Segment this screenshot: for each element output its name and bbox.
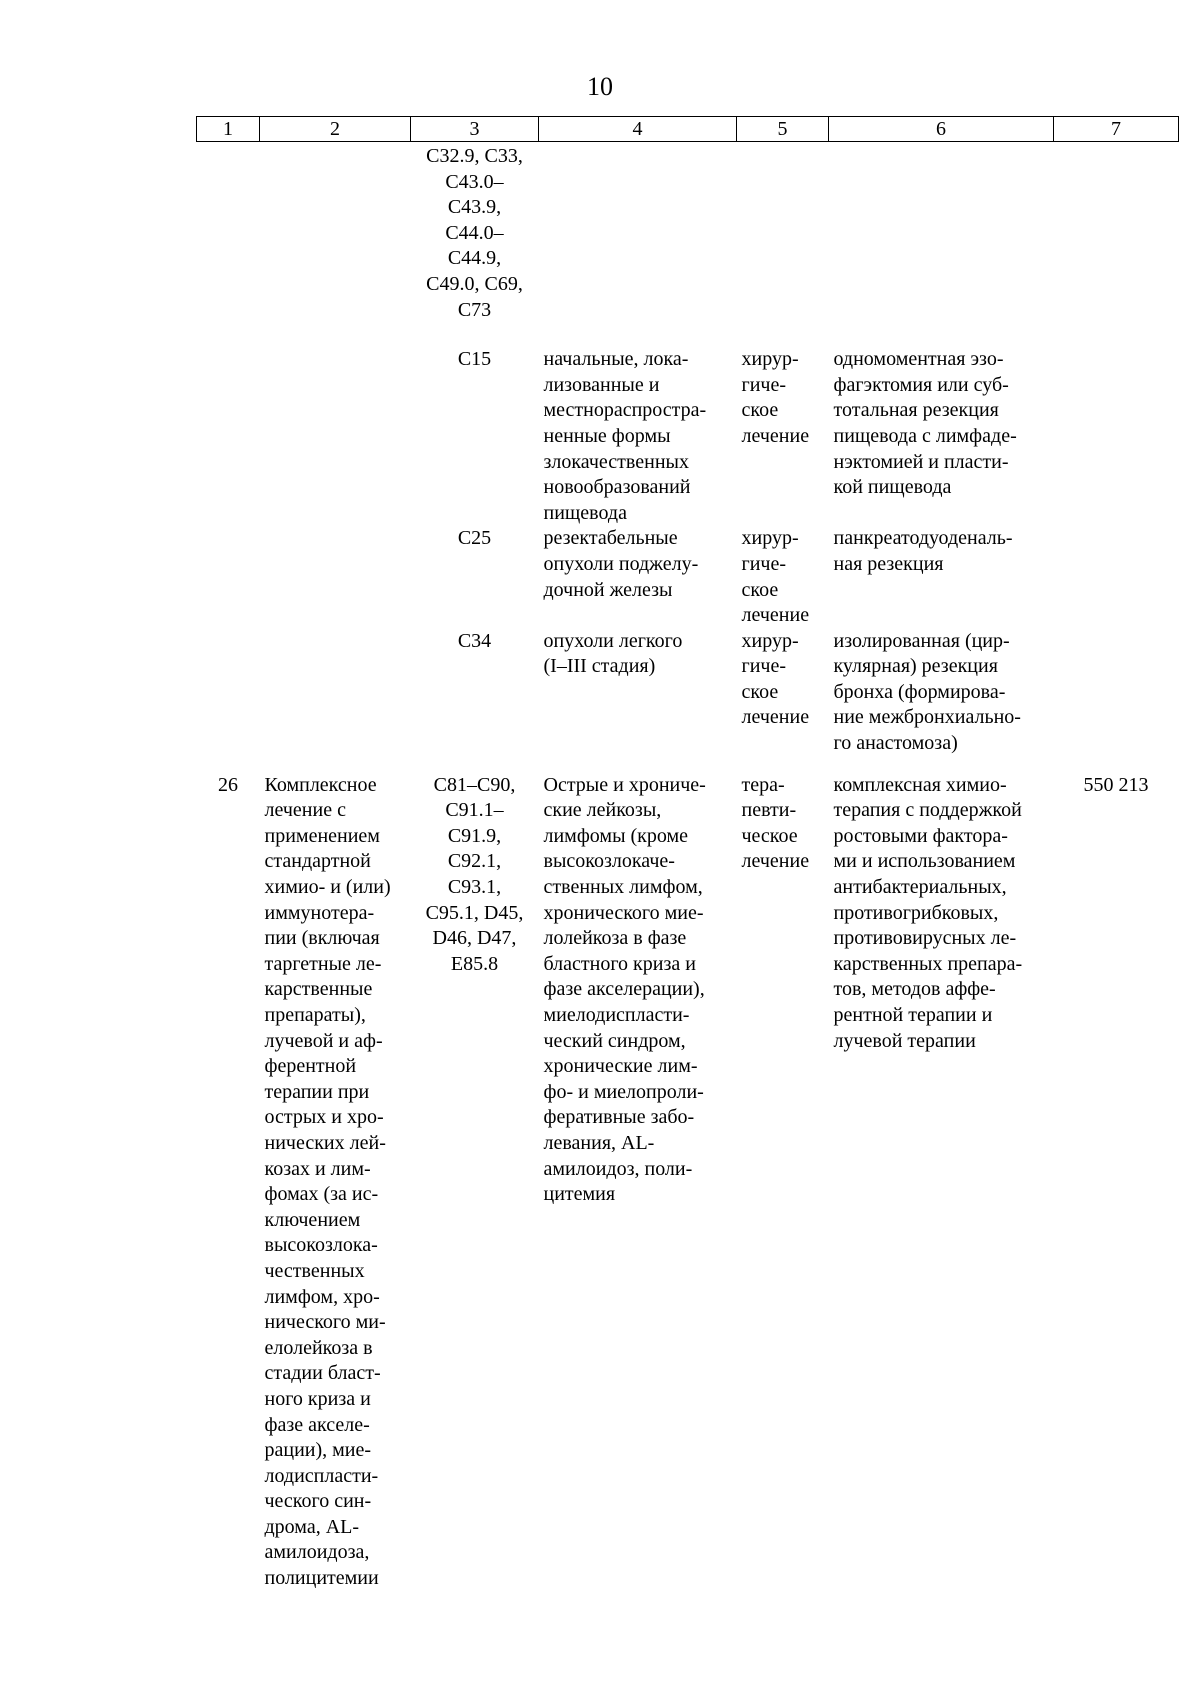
- cost-cell: [1054, 629, 1179, 757]
- page-number: 10: [587, 72, 613, 101]
- medical-care-table: [196, 116, 1179, 1592]
- treatment-method-cell: [829, 142, 1054, 324]
- patient-model-cell: [539, 142, 737, 324]
- column-number-6: 6: [829, 117, 1054, 142]
- cost-cell: [1054, 526, 1179, 628]
- table-row: [197, 757, 1179, 1592]
- treatment-method-cell: панкреатодуоденаль- ная резекция: [833, 527, 1013, 575]
- treatment-method-cell: комплексная химио- терапия с поддержкой ростовыми фактора- ми и использованием антибактериальных, противогрибковых, противовирусных ле- карственных препара- тов, методов аффе- рентной терапии и лучевой терапии: [833, 773, 1023, 1052]
- treatment-method-cell: изолированная (цир- кулярная) резекция бронха (формирова- ние межбронхиально- го анастомоза): [833, 629, 1021, 755]
- treatment-method-cell: одномоментная эзо- фагэктомия или суб- тотальная резекция пищевода с лимфаде- нэктомией и пласти- кой пищевода: [833, 348, 1017, 499]
- treatment-type-cell: [737, 142, 829, 324]
- row-number-cell: [197, 323, 260, 526]
- column-number-1: 1: [197, 117, 260, 142]
- treatment-type-cell: хирур- гиче- ское лечение: [741, 348, 810, 447]
- care-type-cell: [260, 142, 411, 324]
- column-number-4: 4: [539, 117, 737, 142]
- cost-cell: [1054, 323, 1179, 526]
- patient-model-cell: резектабельные опухоли поджелу- дочной железы: [543, 527, 699, 601]
- care-type-cell: [260, 323, 411, 526]
- diagnosis-codes-cell: C15: [457, 348, 492, 371]
- row-number-cell: [197, 629, 260, 757]
- cost-cell: 550 213: [1083, 773, 1149, 796]
- diagnosis-codes-cell: C25: [457, 527, 492, 550]
- care-type-cell: [260, 526, 411, 628]
- row-number-cell: [197, 526, 260, 628]
- patient-model-cell: Острые и хрониче- ские лейкозы, лимфомы (кроме высокозлокаче- ственных лимфом, хронического мие- лолейкоза в фазе бластного криза и фазе акселерации), миелодиспласти- ческий синдром, хронические лим- фо- и миелопроли- феративные забо- левания, AL- амилоидоз, поли- цитемия: [543, 773, 706, 1206]
- table-row: [197, 142, 1179, 324]
- diagnosis-codes-cell: C32.9, C33, C43.0– C43.9, C44.0– C44.9, C49.0, C69, C73: [426, 145, 523, 321]
- treatment-type-cell: хирур- гиче- ское лечение: [741, 629, 810, 729]
- row-number-cell: [197, 142, 260, 324]
- cost-cell: [1054, 142, 1179, 324]
- diagnosis-codes-cell: C34: [457, 629, 492, 652]
- column-number-7: 7: [1054, 117, 1179, 142]
- table-row: [197, 526, 1179, 628]
- column-number-header-row: [197, 117, 1179, 142]
- column-number-5: 5: [737, 117, 829, 142]
- care-type-cell: [260, 629, 411, 757]
- diagnosis-codes-cell: C81–C90, C91.1– C91.9, C92.1, C93.1, C95.1, D45, D46, D47, E85.8: [425, 773, 524, 975]
- patient-model-cell: начальные, лока- лизованные и местнораспростра- ненные формы злокачественных новообразований пищевода: [543, 348, 707, 524]
- column-number-3: 3: [411, 117, 539, 142]
- treatment-type-cell: хирур- гиче- ское лечение: [741, 527, 810, 627]
- patient-model-cell: опухоли легкого (I–III стадия): [543, 629, 683, 678]
- table-row: [197, 323, 1179, 526]
- treatment-type-cell: тера- певти- ческое лечение: [741, 773, 810, 873]
- care-type-cell: Комплексное лечение с применением стандартной химио- и (или) иммунотера- пии (включая таргетные ле- карственные препараты), лучевой и аф- ферентной терапии при острых и хро- нических лей- козах и лим- фомах (за ис- ключением высокозлока- чественных лимфом, хро- нического ми- елолейкоза в стадии бласт- ного криза и фазе акселе- рации), мие- лодиспласти- ческого син- дрома, AL- амилоидоза, полицитемии: [264, 773, 391, 1590]
- column-number-2: 2: [260, 117, 411, 142]
- row-number-cell: 26: [218, 773, 238, 796]
- table-row: [197, 629, 1179, 757]
